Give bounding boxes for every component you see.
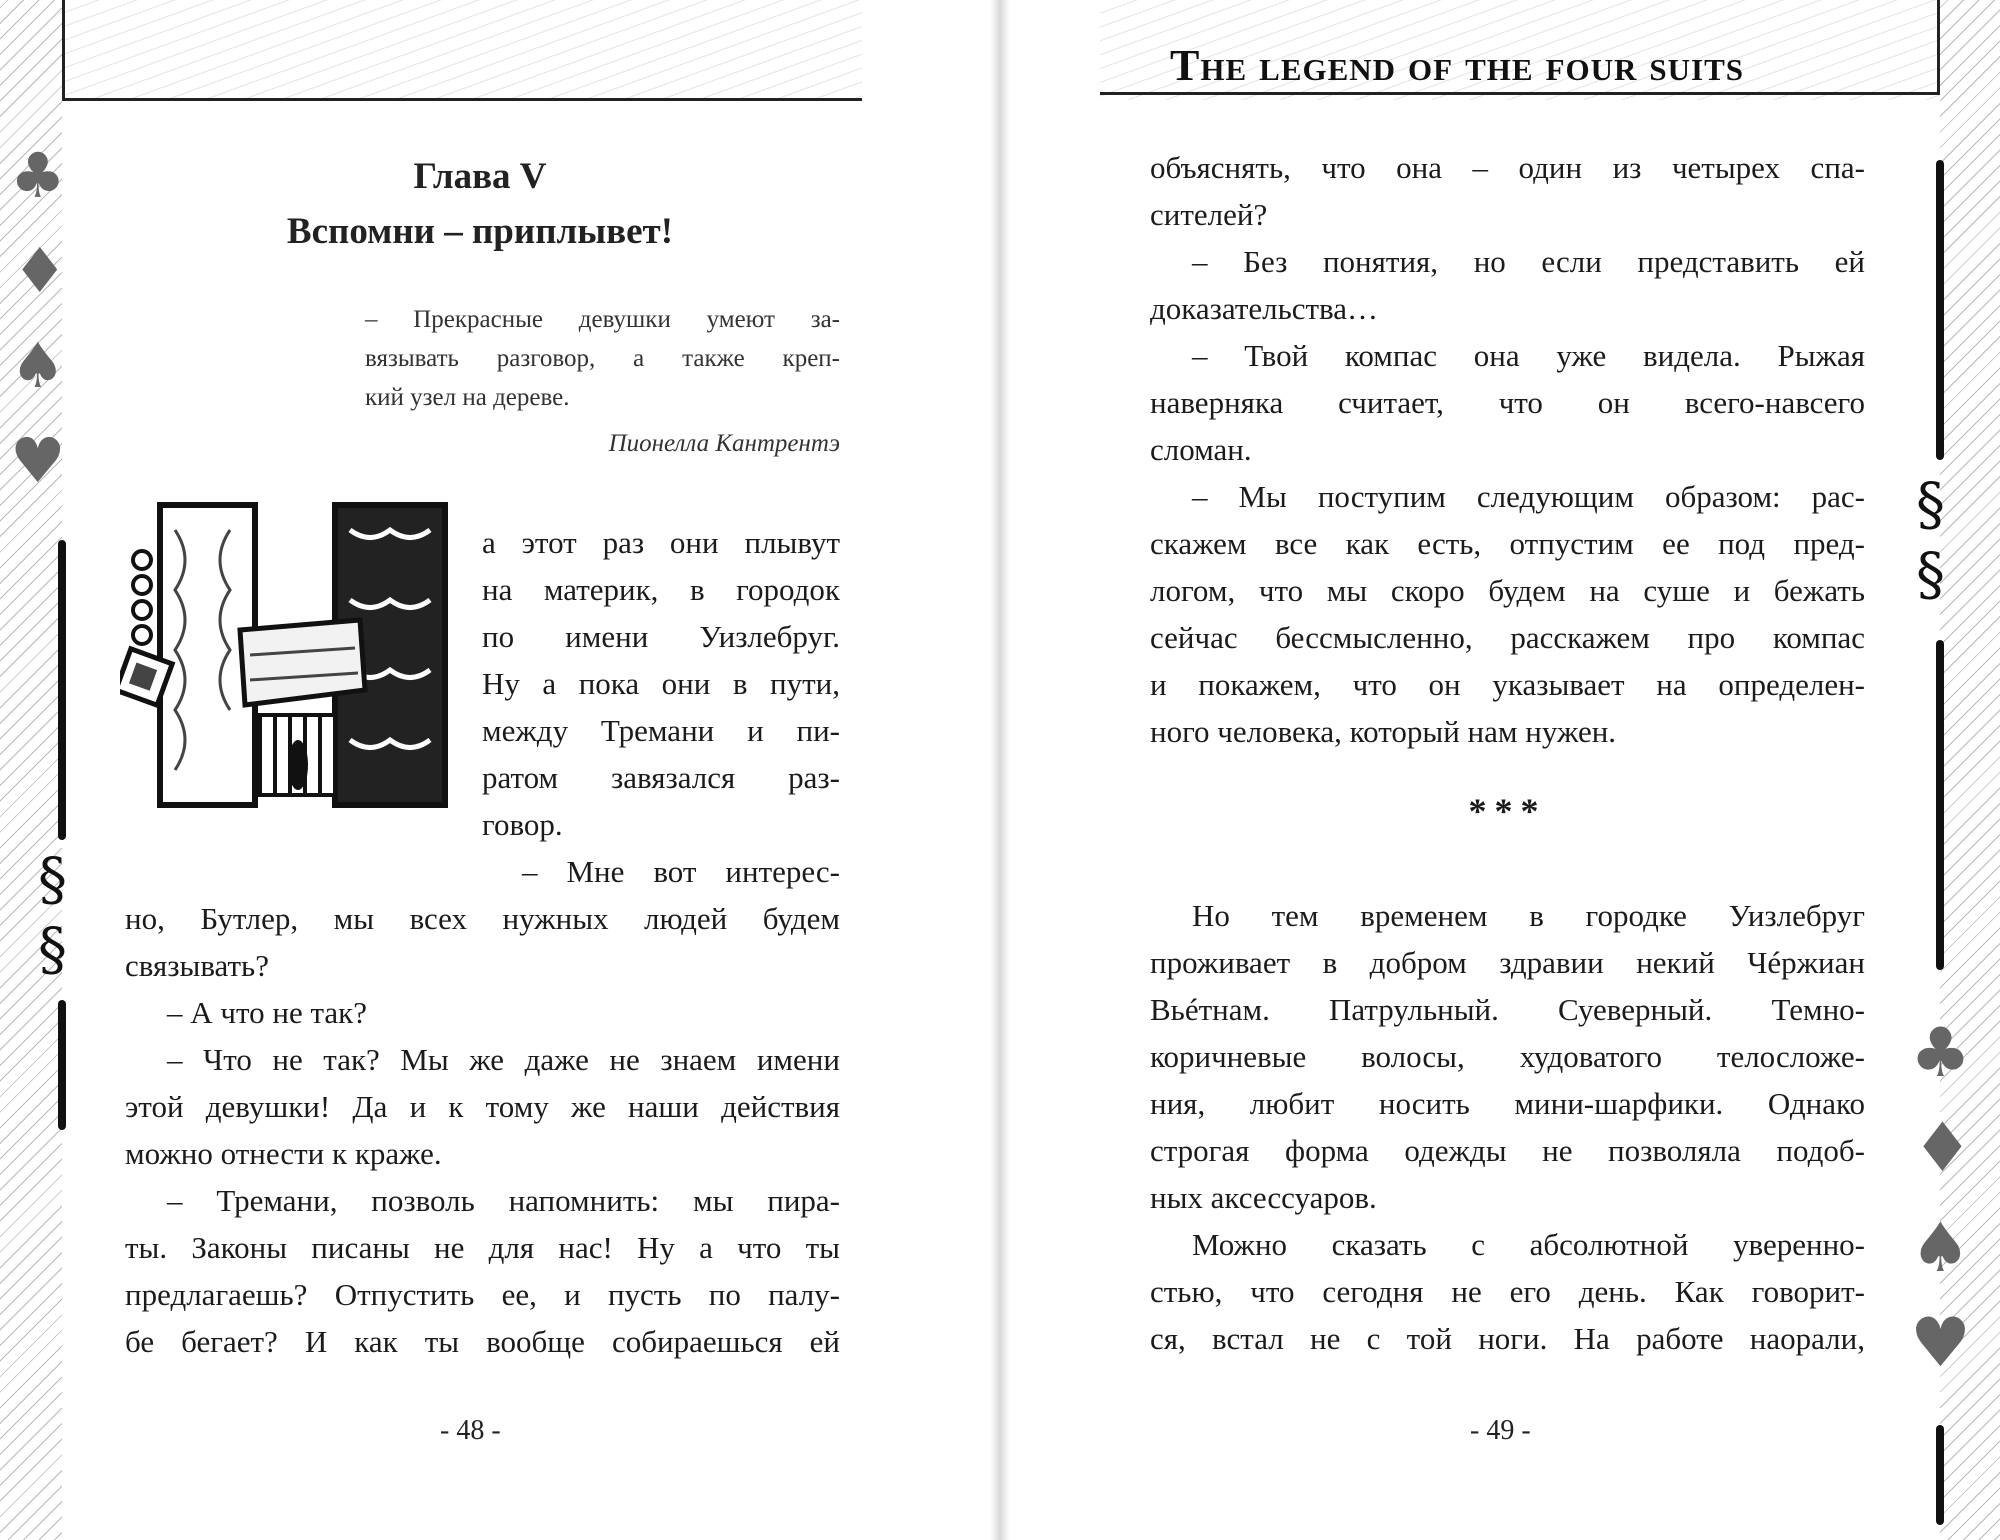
text-line: ных аксессуаров. (1150, 1180, 1377, 1215)
text-line: говор. (482, 807, 563, 842)
club-suit-icon: ♣ (1910, 1014, 1971, 1093)
scroll-ornament-icon: § (38, 845, 67, 913)
text-line: бе бегает? И как ты вообще собираешься ей (125, 1324, 840, 1359)
text-line: сейчас бессмысленно, расскажем про компас (1150, 620, 1865, 655)
right-top-rule (1100, 92, 1940, 95)
text-line: ты. Законы писаны не для нас! Ну а что ты (125, 1230, 840, 1265)
left-hatched-border (0, 0, 62, 1540)
left-pillar-upper (58, 540, 66, 840)
book-gutter (990, 0, 1010, 1540)
spade-suit-icon: ♠ (10, 329, 66, 402)
dropcap-letter-illustration (120, 490, 470, 830)
right-pillar-upper (1936, 160, 1944, 460)
text-line: наверняка считает, что он всего-навсего (1150, 385, 1865, 420)
heart-suit-icon: ♥ (1910, 1304, 1971, 1383)
text-line: – Твой компас она уже видела. Рыжая (1192, 338, 1865, 373)
text-line: – Без понятия, но если представить ей (1192, 244, 1865, 279)
text-line: между Тремани и пи- (482, 713, 840, 748)
scroll-ornament-icon: § (38, 915, 67, 983)
text-line: связывать? (125, 948, 269, 983)
heart-suit-icon: ♥ (10, 424, 66, 497)
right-top-vertical-rule (1937, 0, 1940, 95)
text-line: логом, что мы скоро будем на суше и бежать (1150, 573, 1865, 608)
text-line: этой девушки! Да и к тому же наши действия (125, 1089, 840, 1124)
epigraph-line: – Прекрасные девушки умеют за- (365, 306, 840, 333)
text-line: по имени Уизлебруг. (482, 619, 840, 654)
text-line: ся, встал не с той ноги. На работе наорали, (1150, 1321, 1865, 1356)
text-line: на материк, в городок (482, 572, 840, 607)
page-number: - 48 - (440, 1415, 501, 1446)
left-top-ornament (62, 0, 862, 100)
right-pillar-bottom (1936, 1425, 1944, 1525)
text-line: сителей? (1150, 197, 1268, 232)
text-line: Ну а пока они в пути, (482, 666, 840, 701)
right-pillar-lower (1936, 640, 1944, 970)
running-header-title: The legend of the four suits (1170, 41, 1745, 90)
text-line: – Мне вот интерес- (522, 854, 840, 889)
text-line: и покажем, что он указывает на определен- (1150, 667, 1865, 702)
epigraph-author: Пионелла Кантрентэ (608, 430, 840, 457)
text-line: ного человека, который нам нужен. (1150, 714, 1617, 749)
text-line: Но тем временем в городке Уизлебруг (1192, 898, 1865, 933)
text-line: ратом завязался раз- (482, 760, 840, 795)
diamond-suit-icon: ♦ (12, 234, 68, 307)
text-line: а этот раз они плывут (482, 525, 840, 560)
text-line: коричневые волосы, худоватого телосложе- (1150, 1039, 1865, 1074)
text-line: сломан. (1150, 432, 1252, 467)
text-line: предлагаешь? Отпустить ее, и пусть по палу- (125, 1277, 840, 1312)
scroll-ornament-icon: § (1916, 540, 1945, 608)
section-separator: *** (1468, 791, 1547, 831)
spade-suit-icon: ♠ (1910, 1209, 1971, 1288)
text-line: скажем все как есть, отпустим ее под пред- (1150, 526, 1865, 561)
text-line: – Мы поступим следующим образом: рас- (1192, 479, 1865, 514)
text-line: – А что не так? (167, 995, 367, 1030)
text-line: строгая форма одежды не позволяла подоб- (1150, 1133, 1865, 1168)
left-pillar-lower (58, 1000, 66, 1130)
text-line: доказательства… (1150, 291, 1379, 326)
text-line: объяснять, что она – один из четырех спа- (1150, 150, 1865, 185)
text-line: стью, что сегодня не его день. Как говорит- (1150, 1274, 1865, 1309)
diamond-suit-icon: ♦ (1912, 1109, 1973, 1188)
club-suit-icon: ♣ (10, 139, 66, 212)
left-top-rule (62, 98, 862, 101)
text-line: проживает в добром здравии некий Чéржиан (1150, 945, 1865, 980)
text-line: ния, любит носить мини-шарфики. Однако (1150, 1086, 1865, 1121)
right-page (1000, 0, 2000, 1540)
left-top-vertical-rule (62, 0, 65, 100)
chapter-number: Глава V (413, 156, 547, 197)
text-line: можно отнести к краже. (125, 1136, 442, 1171)
text-line: – Что не так? Мы же даже не знаем имени (167, 1042, 840, 1077)
scroll-ornament-icon: § (1916, 470, 1945, 538)
text-line: Можно сказать с абсолютной уверенно- (1192, 1227, 1865, 1262)
text-line: Вьéтнам. Патрульный. Суеверный. Темно- (1150, 992, 1865, 1027)
page-number: - 49 - (1470, 1415, 1531, 1446)
text-line: – Тремани, позволь напомнить: мы пира- (167, 1183, 840, 1218)
epigraph-line: кий узел на дереве. (365, 384, 570, 411)
chapter-title: Вспомни – приплывет! (286, 211, 674, 252)
epigraph-line: вязывать разговор, а также креп- (365, 345, 840, 372)
text-line: но, Бутлер, мы всех нужных людей будем (125, 901, 840, 936)
